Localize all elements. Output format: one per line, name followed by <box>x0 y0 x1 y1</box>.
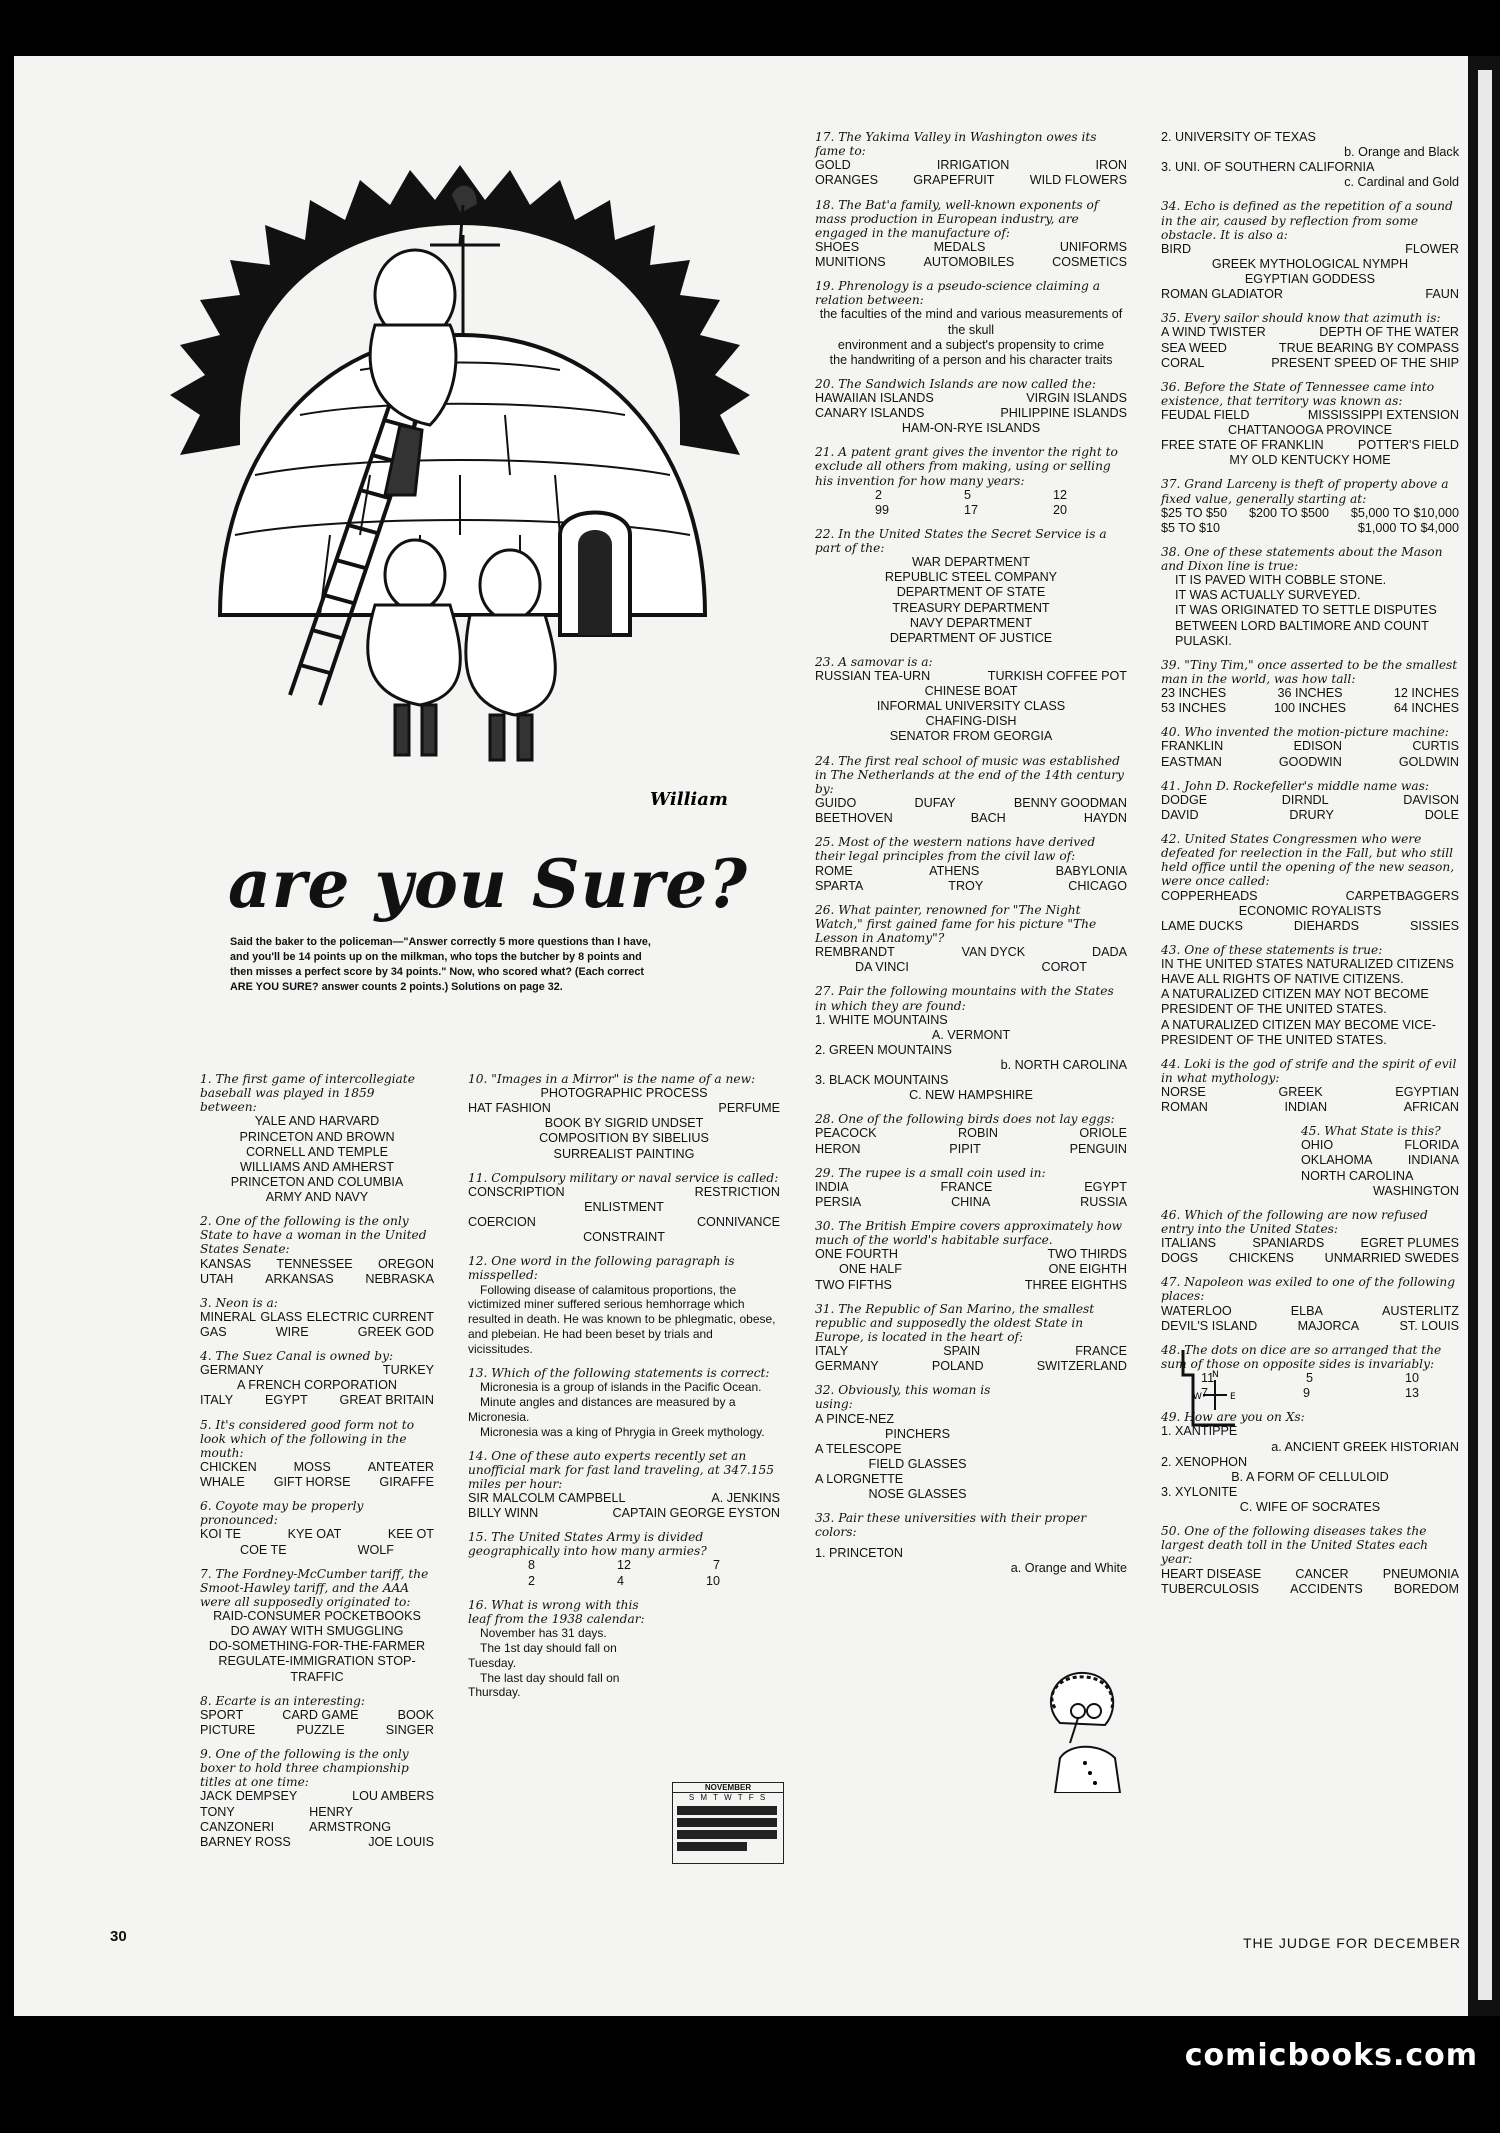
calendar-grid <box>673 1802 781 1857</box>
question-14: 14. One of these auto experts recently set an unofficial mark for fast land traveling, at 347.155 miles per hour: SIR MALCOLM CAMPBELL A. JENKINS BILLY WINN CAPTAIN GEORGE EYSTON <box>468 1448 780 1521</box>
question-44: 44. Loki is the god of strife and the spirit of evil in what mythology: NORSE GREEK EGYPTIAN ROMAN INDIAN AFRICAN <box>1161 1056 1459 1115</box>
question-2: 2. One of the following is the only State to have a woman in the United States Senate: KANSAS TENNESSEE OREGON UTAH ARKANSAS NEBRASKA <box>200 1214 434 1286</box>
cartoon-signature: William <box>650 789 728 810</box>
question-48: 48. The dots on dice are so arranged that the sum of those on opposite sides is invariably: 11 5 10 7 9 13 <box>1161 1342 1442 1401</box>
question-8: 8. Ecarte is an interesting: SPORT CARD GAME BOOK PICTURE PUZZLE SINGER <box>200 1693 434 1737</box>
question-34: 34. Echo is defined as the repetition of a sound in the air, caused by reflection from some obstacle. It is also a: BIRD FLOWER GREEK MYTHOLOGICAL NYMPH EGYPTIAN GODDESS ROMAN GLADIATOR FAUN <box>1161 199 1459 302</box>
svg-text:E: E <box>1230 1392 1236 1402</box>
column-3 <box>815 130 1127 1585</box>
question-46: 46. Which of the following are now refused entry into the United States: ITALIANS SPANIARDS EGRET PLUMES DOGS CHICKENS UNMARRIED SWEDES <box>1161 1207 1459 1266</box>
page-headline: are you Sure? <box>228 845 748 923</box>
question-16: 16. What is wrong with this leaf from the 1938 calendar: November has 31 days. The 1st day should fall on Tuesday. The last day should fall on Thursday. <box>468 1597 645 1700</box>
column-1 <box>200 1072 434 1859</box>
question-33-cont: 2. UNIVERSITY OF TEXAS b. Orange and Black 3. UNI. OF SOUTHERN CALIFORNIA c. Cardinal and Gold <box>1161 130 1459 190</box>
svg-text:W: W <box>1193 1392 1202 1402</box>
state-outline-compass-icon <box>1175 1345 1255 1435</box>
question-29: 29. The rupee is a small coin used in: INDIA FRANCE EGYPT PERSIA CHINA RUSSIA <box>815 1165 1127 1209</box>
question-15: 15. The United States Army is divided geographically into how many armies? 8 12 7 2 4 10 <box>468 1530 720 1588</box>
question-28: 28. One of the following birds does not lay eggs: PEACOCK ROBIN ORIOLE HERON PIPIT PENGUIN <box>815 1112 1127 1156</box>
question-32: 32. Obviously, this woman is using: A PINCE-NEZ PINCHERS A TELESCOPE FIELD GLASSES A LORGNETTE NOSE GLASSES <box>815 1383 991 1502</box>
question-50: 50. One of the following diseases takes the largest death toll in the United States each year: HEART DISEASE CANCER PNEUMONIA TUBERCULOSIS ACCIDENTS BOREDOM <box>1161 1524 1459 1596</box>
question-39: 39. "Tiny Tim," once asserted to be the smallest man in the world, was how tall: 23 INCHES 36 INCHES 12 INCHES 53 INCHES 100 INCHES 64 INCHES <box>1161 657 1459 716</box>
question-20: 20. The Sandwich Islands are now called the: HAWAIIAN ISLANDS VIRGIN ISLANDS CANARY ISLANDS PHILIPPINE ISLANDS HAM-ON-RYE ISLANDS <box>815 376 1127 436</box>
calendar-leaf-image: NOVEMBER S M T W T F S <box>672 1782 784 1864</box>
question-1: 1. The first game of intercollegiate baseball was played in 1859 between: YALE AND HARVARD PRINCETON AND BROWN CORNELL AND TEMPLE WILLIAMS AND AMHERST PRINCETON AND COLUMBIA ARMY AND NAVY <box>200 1072 415 1204</box>
question-5: 5. It's considered good form not to look which of the following in the mouth: CHICKEN MOSS ANTEATER WHALE GIFT HORSE GIRAFFE <box>200 1417 434 1490</box>
question-9: 9. One of the following is the only boxer to hold three championship titles at one time: JACK DEMPSEY LOU AMBERS TONY CANZONERI HENRY ARMSTRONG BARNEY ROSS JOE LOUIS <box>200 1747 434 1849</box>
question-12: 12. One word in the following paragraph is misspelled: Following disease of calamitous proportions, the victimized miner suffered serious hemhorrage which resulted in death. He was known to be phlegmatic, obese, and plebeian. He had been beset by trials and vicissitudes. <box>468 1254 776 1357</box>
question-6: 6. Coyote may be properly pronounced: KOI TE KYE OAT KEE OT COE TE WOLF <box>200 1499 434 1557</box>
question-49: 49. How are you on Xs: 1. XANTIPPE a. ANCIENT GREEK HISTORIAN 2. XENOPHON B. A FORM OF CELLULOID 3. XYLONITE C. WIFE OF SOCRATES <box>1161 1410 1459 1514</box>
question-7: 7. The Fordney-McCumber tariff, the Smoot-Hawley tariff, and the AAA were all supposedly originated to: RAID-CONSUMER POCKETBOOKS DO AWAY WITH SMUGGLING DO-SOMETHING-FOR-THE-FARMER REGULATE-IMMIGRATION STOP-TRAFFIC <box>200 1566 429 1684</box>
igloo-cartoon-illustration <box>160 95 760 835</box>
question-10: 10. "Images in a Mirror" is the name of a new: PHOTOGRAPHIC PROCESS HAT FASHION PERFUME BOOK BY SIGRID UNDSET COMPOSITION BY SIBELIUS SURREALIST PAINTING <box>468 1072 780 1161</box>
question-25: 25. Most of the western nations have derived their legal principles from the civil law of: ROME ATHENS BABYLONIA SPARTA TROY CHICAGO <box>815 835 1127 893</box>
question-31: 31. The Republic of San Marino, the smallest republic and supposedly the oldest State in Europe, is located in the heart of: ITALY SPAIN FRANCE GERMANY POLAND SWITZERLAND <box>815 1301 1127 1374</box>
question-4: 4. The Suez Canal is owned by: GERMANY TURKEY A FRENCH CORPORATION ITALY EGYPT GREAT BRITAIN <box>200 1349 434 1408</box>
question-21: 21. A patent grant gives the inventor the right to exclude all others from making, using or selling his invention for how many years: 2 5 12 99 17 20 <box>815 445 1118 517</box>
site-watermark: comicbooks.com <box>1184 2038 1478 2073</box>
igloo-dome <box>220 335 705 615</box>
question-36: 36. Before the State of Tennessee came into existence, that territory was known as: FEUDAL FIELD MISSISSIPPI EXTENSION CHATTANOOGA PROVINCE FREE STATE OF FRANKLIN POTTER'S FIELD MY OLD KENTUCKY HOME <box>1161 379 1459 468</box>
question-42: 42. United States Congressmen who were defeated for reelection in the Fall, but who still held office until the opening of the new season, were once called: COPPERHEADS CARPETBAGGERS ECONOMIC ROYALISTS LAME DUCKS DIEHARDS SISSIES <box>1161 832 1459 933</box>
svg-text:N: N <box>1212 1370 1219 1380</box>
question-43: 43. One of these statements is true: IN THE UNITED STATES NATURALIZED CITIZENS HAVE ALL RIGHTS OF NATIVE CITIZENS. A NATURALIZED CITIZEN MAY NOT BECOME PRESIDENT OF THE UNITED STATES. A NATURALIZED CITIZEN MAY BECOME VICE-PRESIDENT OF THE UNITED STATES. <box>1161 942 1454 1047</box>
question-18: 18. The Bat'a family, well-known exponents of mass production in European industry, are engaged in the manufacture of: SHOES MEDALS UNIFORMS MUNITIONS AUTOMOBILES COSMETICS <box>815 197 1127 270</box>
question-35: 35. Every sailor should know that azimuth is: A WIND TWISTER DEPTH OF THE WATER SEA WEED TRUE BEARING BY COMPASS CORAL PRESENT SPEED OF THE SHIP <box>1161 311 1459 370</box>
question-47: 47. Napoleon was exiled to one of the following places: WATERLOO ELBA AUSTERLITZ DEVIL'S ISLAND MAJORCA ST. LOUIS <box>1161 1275 1459 1333</box>
woman-with-lorgnette-illustration <box>1030 1663 1130 1793</box>
question-26: 26. What painter, renowned for "The Night Watch," first gained fame for his picture "The Lesson in Anatomy"? REMBRANDT VAN DYCK DADA DA VINCI COROT <box>815 902 1127 975</box>
page-number: 30 <box>110 1928 127 1945</box>
question-13: 13. Which of the following statements is correct: Micronesia is a group of islands in the Pacific Ocean. Minute angles and distances are measured by a Micronesia. Micronesia was a king of Phrygia in Greek mythology. <box>468 1365 770 1439</box>
next-page-edge <box>1478 70 1492 2000</box>
question-24: 24. The first real school of music was established in The Netherlands at the end of the 14th century by: GUIDO DUFAY BENNY GOODMAN BEETHOVEN BACH HAYDN <box>815 753 1127 826</box>
question-22: 22. In the United States the Secret Service is a part of the: WAR DEPARTMENT REPUBLIC STEEL COMPANY DEPARTMENT OF STATE TREASURY DEPARTMENT NAVY DEPARTMENT DEPARTMENT OF JUSTICE <box>815 526 1107 645</box>
question-45: 45. What State is this? OHIO FLORIDA OKLAHOMA INDIANA NORTH CAROLINA WASHINGTON <box>1301 1124 1459 1198</box>
running-footer: THE JUDGE FOR DECEMBER <box>1243 1935 1462 1951</box>
question-37: 37. Grand Larceny is theft of property above a fixed value, generally starting at: $25 TO $50 $200 TO $500 $5,000 TO $10,000 $5 TO $10 $1,000 TO $4,000 <box>1161 477 1459 535</box>
question-11: 11. Compulsory military or naval service is called: CONSCRIPTION RESTRICTION ENLISTMENT COERCION CONNIVANCE CONSTRAINT <box>468 1170 780 1245</box>
question-41: 41. John D. Rockefeller's middle name was: DODGE DIRNDL DAVISON DAVID DRURY DOLE <box>1161 778 1459 822</box>
question-23: 23. A samovar is a: RUSSIAN TEA-URN TURKISH COFFEE POT CHINESE BOAT INFORMAL UNIVERSITY CLASS CHAFING-DISH SENATOR FROM GEORGIA <box>815 654 1127 744</box>
question-38: 38. One of these statements about the Mason and Dixon line is true: IT IS PAVED WITH COBBLE STONE. IT WAS ACTUALLY SURVEYED. IT WAS ORIGINATED TO SETTLE DISPUTES BETWEEN LORD BALTIMORE AND COUNT PULASKI. <box>1161 544 1443 648</box>
question-33: 33. Pair these universities with their proper colors: 1. PRINCETON a. Orange and White <box>815 1511 1127 1575</box>
question-17: 17. The Yakima Valley in Washington owes its fame to: GOLD IRRIGATION IRON ORANGES GRAPEFRUIT WILD FLOWERS <box>815 130 1127 188</box>
question-27: 27. Pair the following mountains with the States in which they are found: 1. WHITE MOUNTAINS A. VERMONT 2. GREEN MOUNTAINS b. NORTH CAROLINA 3. BLACK MOUNTAINS C. NEW HAMPSHIRE <box>815 984 1127 1103</box>
question-40: 40. Who invented the motion-picture machine: FRANKLIN EDISON CURTIS EASTMAN GOODWIN GOLDWIN <box>1161 725 1459 769</box>
question-3: 3. Neon is a: MINERAL GLASS ELECTRIC CURRENT GAS WIRE GREEK GOD <box>200 1295 434 1339</box>
question-30: 30. The British Empire covers approximately how much of the world's habitable surface. ONE FOURTH TWO THIRDS ONE HALF ONE EIGHTH TWO FIFTHS THREE EIGHTHS <box>815 1219 1127 1292</box>
column-2 <box>468 1072 780 1709</box>
intro-paragraph: Said the baker to the policeman—"Answer correctly 5 more questions than I have, and you'll be 14 points up on the milkman, who tops the butcher by 8 points and then misses a perfect score by 34 points." Now, who scored what? (Each correct ARE YOU SURE? answer counts 2 points.) Solutions on page 32. <box>230 936 651 993</box>
question-19: 19. Phrenology is a pseudo-science claiming a relation between: the faculties of the mind and various measurements of the skull environment and a subject's propensity to crime the handwriting of a person and his character traits <box>815 279 1123 367</box>
